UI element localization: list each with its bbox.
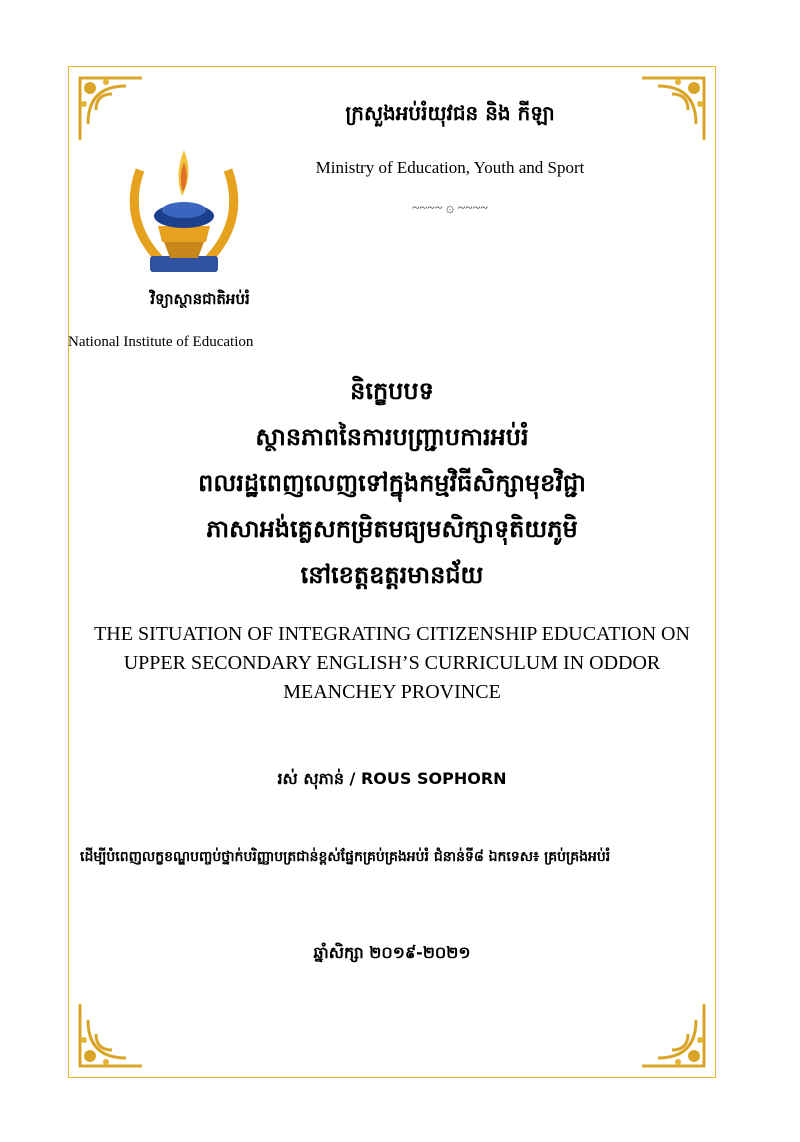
institute-name-english: National Institute of Education [68,334,254,350]
institute-emblem-logo [120,130,248,280]
thesis-label: និក្ខេបបទ [350,377,434,405]
academic-year: ឆ្នាំសិក្សា ២០១៩-២០២១ [313,943,471,962]
ministry-name-khmer: ក្រសួងអប់រំយុវជន និង កីឡា [345,101,555,125]
degree-purpose-statement: ដើម្បីបំពេញលក្ខខណ្ឌបញ្ចប់ថ្នាក់បរិញ្ញាបត្រជាន់ខ្ពស់ផ្នែកគ្រប់គ្រងអប់រំ ជំនាន់ទី៨ ឯកទេស៖ គ្រប់គ្រងអប់រំ [80,849,611,865]
title-line: ពលរដ្ឋពេញលេញទៅក្នុងកម្មវិធីសិក្សាមុខវិជ្ជា [198,469,586,497]
institute-name-khmer: វិទ្យាស្ថានជាតិអប់រំ [150,290,250,308]
thesis-title-khmer [68,368,716,598]
ornamental-divider: ~~~~ ۞ ~~~~ [412,201,488,216]
title-line: ស្ថានភាពនៃការបញ្ជ្រាបការអប់រំ [255,423,529,451]
author-name: រស់ សុភាន់ / ROUS SOPHORN [277,769,507,788]
thesis-title-english: THE SITUATION OF INTEGRATING CITIZENSHIP EDUCATION ON UPPER SECONDARY ENGLISH’S CURRICULUM IN ODDOR MEANCHEY PROVINCE [94,623,690,703]
corner-ornament-top-right [638,74,708,144]
ministry-name-english: Ministry of Education, Youth and Sport [315,158,585,177]
title-line: នៅខេត្តឧត្តរមានជ័យ [300,561,484,589]
corner-ornament-bottom-right [638,1000,708,1070]
corner-ornament-bottom-left [76,1000,146,1070]
title-line: ភាសាអង់គ្លេសកម្រិតមធ្យមសិក្សាទុតិយភូមិ [206,515,578,543]
